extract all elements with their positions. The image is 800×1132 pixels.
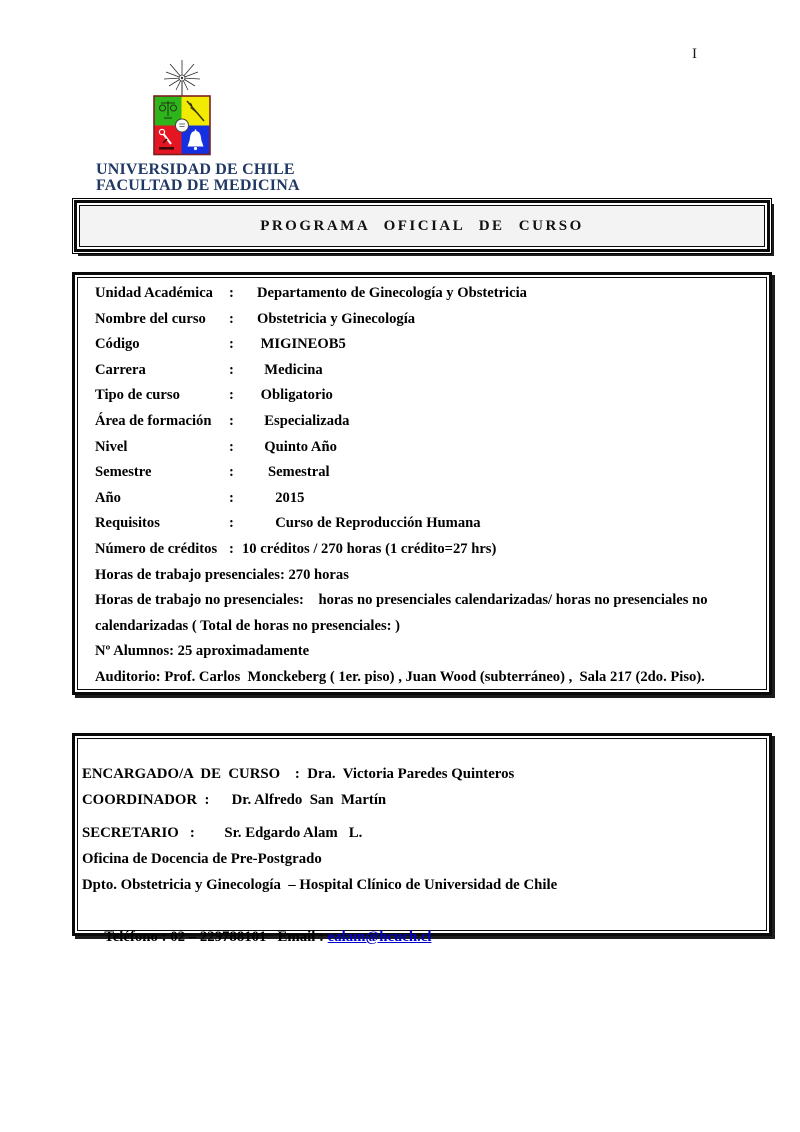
course-field-row [95, 358, 754, 384]
course-field-row [95, 460, 754, 486]
starburst-icon [164, 60, 200, 96]
staff-line-encargado: ENCARGADO/A DE CURSO : Dra. Victoria Paredes Quinteros [82, 766, 515, 782]
document-title: PROGRAMA OFICIAL DE CURSO [260, 217, 584, 234]
university-logo [148, 58, 216, 160]
field-value: Obligatorio [257, 387, 333, 404]
course-info-inner [77, 277, 767, 690]
field-label: Número de créditos [95, 540, 218, 557]
field-value: MIGINEOB5 [257, 336, 346, 353]
title-banner-box [74, 200, 770, 252]
course-text-line: Auditorio: Prof. Carlos Monckeberg ( 1er. piso) , Juan Wood (subterráneo) , Sala 217 (2do. Piso). [95, 668, 705, 685]
field-separator: : [229, 464, 234, 481]
course-text-line: Horas de trabajo presenciales: 270 horas [95, 566, 349, 583]
shield-icon [154, 96, 210, 155]
field-label: Unidad Académica [95, 285, 213, 301]
field-value: Departamento de Ginecología y Obstetricia [257, 285, 527, 301]
page-number: I [692, 46, 697, 62]
field-separator: : [229, 438, 234, 455]
phone-email-text: Teléfono : 02 – 229788101 Email : [104, 929, 328, 945]
course-field-row [95, 281, 754, 307]
field-separator: : [229, 361, 234, 378]
department-line: Dpto. Obstetricia y Ginecología – Hospital Clínico de Universidad de Chile [82, 877, 558, 893]
field-label: Requisitos [95, 515, 160, 532]
field-separator: : [229, 412, 234, 429]
phone-email-line [82, 898, 758, 976]
course-text-line: Horas de trabajo no presenciales: horas no presenciales calendarizadas/ horas no presenciales no calendarizadas ( Total de horas no presenciales: ) [95, 592, 712, 634]
field-label: Nivel [95, 438, 128, 455]
staff-contact-inner [77, 738, 767, 945]
university-name: UNIVERSIDAD DE CHILE [96, 161, 295, 178]
field-separator: : [229, 310, 234, 327]
staff-line-coordinador: COORDINADOR : Dr. Alfredo San Martín [82, 792, 387, 808]
field-label: Área de formación [95, 412, 212, 429]
field-separator: : [229, 489, 234, 506]
field-separator: : [229, 540, 234, 557]
course-field-row [95, 383, 754, 409]
course-field-row [95, 435, 754, 461]
course-field-row [95, 307, 754, 333]
course-text-line: Nº Alumnos: 25 aproximadamente [95, 643, 310, 660]
field-label: Nombre del curso [95, 310, 206, 327]
faculty-name: FACULTAD DE MEDICINA [96, 177, 300, 194]
staff-contact-box [72, 733, 772, 945]
field-label: Carrera [95, 361, 146, 378]
office-line: Oficina de Docencia de Pre-Postgrado [82, 851, 322, 867]
field-label: Año [95, 489, 121, 506]
field-value: Especializada [257, 412, 350, 429]
field-value: 10 créditos / 270 horas (1 crédito=27 hrs) [242, 540, 497, 557]
field-separator: : [229, 515, 234, 532]
field-value: 2015 [257, 489, 305, 506]
staff-line-secretario: SECRETARIO : Sr. Edgardo Alam L. [82, 825, 363, 841]
medallion-icon [176, 119, 189, 132]
field-label: Tipo de curso [95, 387, 180, 404]
field-value: Quinto Año [257, 438, 337, 455]
field-separator: : [229, 285, 234, 301]
field-label: Semestre [95, 464, 152, 481]
field-separator: : [229, 387, 234, 404]
field-value: Medicina [257, 361, 323, 378]
course-field-row [95, 332, 754, 358]
title-banner-inner [79, 205, 765, 247]
field-value: Obstetricia y Ginecología [257, 310, 416, 327]
field-separator: : [229, 336, 234, 353]
course-info-box [72, 272, 772, 695]
course-field-row [95, 537, 754, 563]
course-field-row [95, 409, 754, 435]
email-link[interactable]: ealam@hcuch.cl [327, 929, 432, 945]
course-field-row [95, 511, 754, 537]
course-field-row [95, 486, 754, 512]
field-value: Semestral [257, 464, 330, 481]
field-label: Código [95, 336, 140, 353]
field-value: Curso de Reproducción Humana [257, 515, 481, 532]
